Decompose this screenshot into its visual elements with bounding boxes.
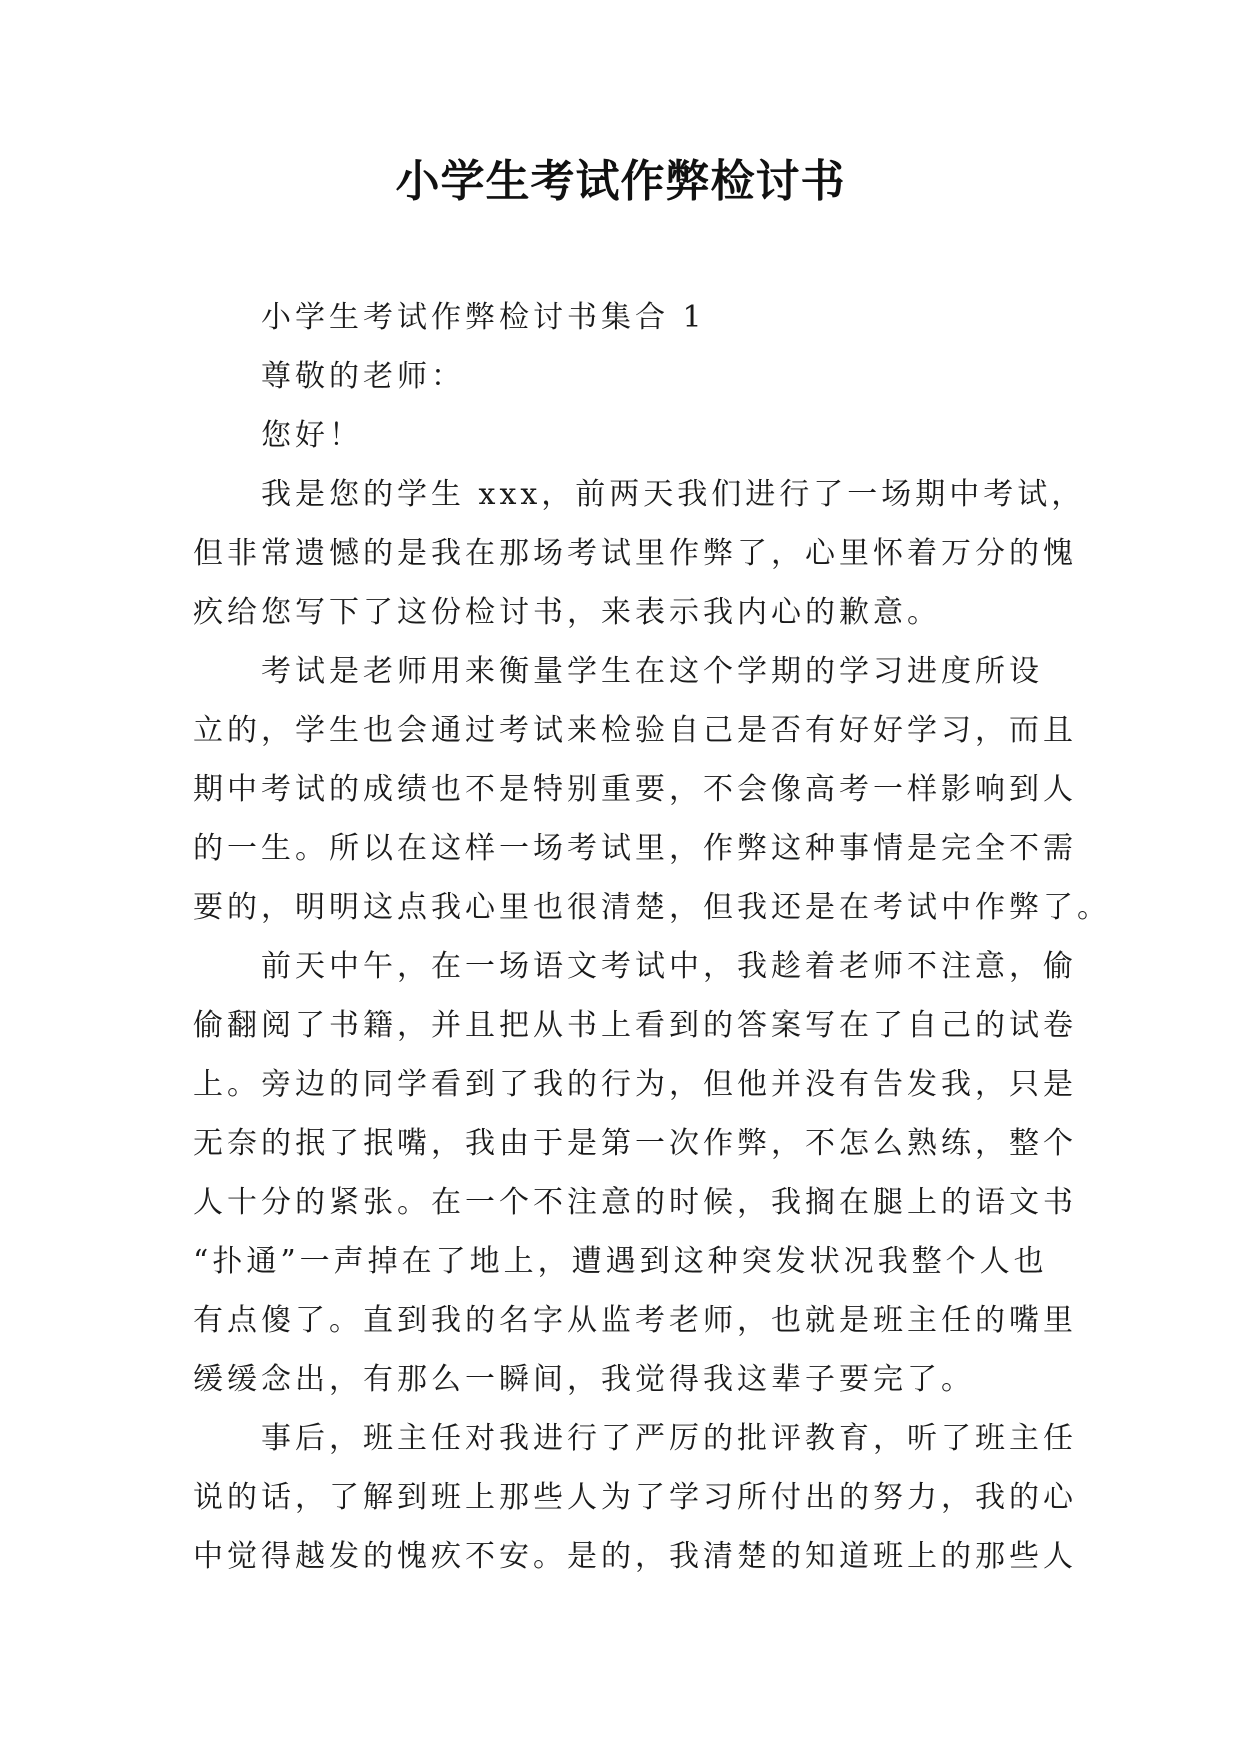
body-line: 尊敬的老师：	[261, 359, 465, 394]
body-line: 小学生考试作弊检讨书集合 1	[261, 300, 706, 335]
body-line: 有点傻了。直到我的名字从监考老师，也就是班主任的嘴里	[193, 1303, 1077, 1338]
document-title: 小学生考试作弊检讨书	[395, 156, 846, 207]
body-line: 期中考试的成绩也不是特别重要，不会像高考一样影响到人	[193, 772, 1077, 807]
body-line: 立的，学生也会通过考试来检验自己是否有好好学习，而且	[193, 713, 1077, 748]
body-line: 中觉得越发的愧疚不安。是的，我清楚的知道班上的那些人	[193, 1539, 1077, 1574]
body-line: 缓缓念出，有那么一瞬间，我觉得我这辈子要完了。	[193, 1362, 975, 1397]
body-line: “扑通”一声掉在了地上，遭遇到这种突发状况我整个人也	[193, 1244, 1048, 1279]
body-line: 无奈的抿了抿嘴，我由于是第一次作弊，不怎么熟练，整个	[193, 1126, 1077, 1161]
body-line: 上。旁边的同学看到了我的行为，但他并没有告发我，只是	[193, 1067, 1077, 1102]
body-line: 但非常遗憾的是我在那场考试里作弊了，心里怀着万分的愧	[193, 536, 1077, 571]
body-line: 我是您的学生 xxx，前两天我们进行了一场期中考试，	[261, 477, 1086, 512]
body-line: 前天中午，在一场语文考试中，我趁着老师不注意，偷	[261, 949, 1077, 984]
body-line: 疚给您写下了这份检讨书，来表示我内心的歉意。	[193, 595, 941, 630]
body-line: 偷翻阅了书籍，并且把从书上看到的答案写在了自己的试卷	[193, 1008, 1077, 1043]
body-line: 考试是老师用来衡量学生在这个学期的学习进度所设	[261, 654, 1043, 689]
document-body	[193, 288, 1111, 1586]
body-line: 人十分的紧张。在一个不注意的时候，我搁在腿上的语文书	[193, 1185, 1077, 1220]
body-line: 事后，班主任对我进行了严厉的批评教育，听了班主任	[261, 1421, 1077, 1456]
body-line: 的一生。所以在这样一场考试里，作弊这种事情是完全不需	[193, 831, 1077, 866]
body-line: 您好！	[261, 418, 363, 453]
body-line: 说的话，了解到班上那些人为了学习所付出的努力，我的心	[193, 1480, 1077, 1515]
body-line: 要的，明明这点我心里也很清楚，但我还是在考试中作弊了。	[193, 890, 1111, 925]
